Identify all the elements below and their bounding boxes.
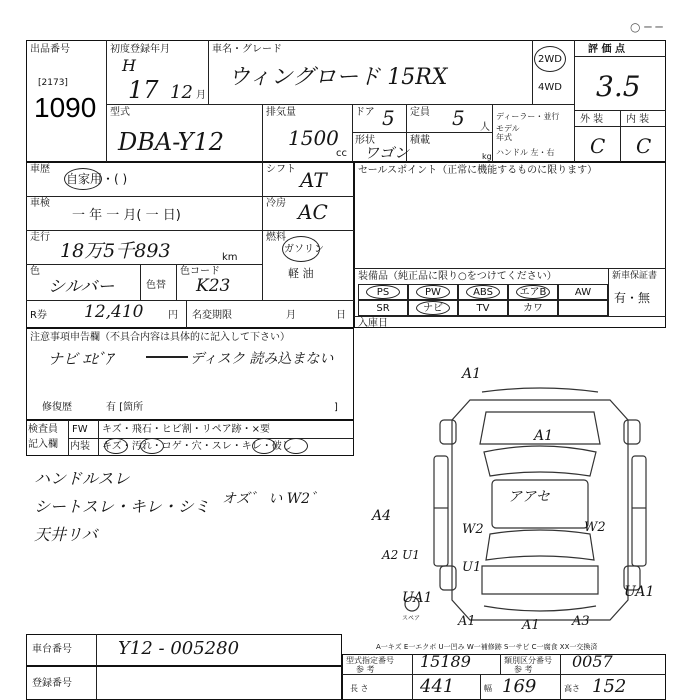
mileage-label: 走行 <box>30 232 50 243</box>
drive-4wd: 4WD <box>538 82 562 93</box>
new-warranty-value: 有・無 <box>614 291 651 305</box>
shape-label: 形状 <box>355 135 375 146</box>
history-options: 自家用・( ) <box>66 172 128 186</box>
inspector-label-1: 検査員 <box>28 424 58 435</box>
change-date-label: 名変期限 <box>192 310 232 321</box>
first-reg-era: H <box>122 56 136 75</box>
change-date-day: 日 <box>336 310 346 321</box>
fuel-gasoline: ガソリン <box>284 244 324 255</box>
capacity-label: 定員 <box>410 107 430 118</box>
first-reg-month-unit: 月 <box>196 90 206 101</box>
width-label: 幅 <box>484 684 492 693</box>
doors-label: ドア <box>355 107 375 118</box>
history-label: 車歴 <box>30 164 50 175</box>
dealer-model-year: モデル 年式 <box>496 124 520 142</box>
diagram-mark-2: A1 <box>534 428 554 444</box>
color-code-label: 色コード <box>180 266 220 277</box>
load-unit: kg <box>482 152 492 161</box>
first-reg-label: 初度登録年月 <box>110 44 170 55</box>
grade-exterior-label: 外 装 <box>580 114 604 125</box>
recycle-value: 12,410 <box>84 302 144 322</box>
height-label: 高さ <box>564 684 580 693</box>
diagram-mark-9: UA1 <box>402 590 433 606</box>
class-ref: 参 考 <box>514 665 533 674</box>
car-name-value: ウィングロード 15RX <box>228 65 448 90</box>
class-value: 0057 <box>572 652 613 671</box>
hw-note-middle: オズ゛ い W2゛ <box>222 491 325 507</box>
equipment-item: ABS <box>458 284 508 300</box>
sale-points-label: セールスポイント（正常に機能するものに限ります） <box>358 165 598 176</box>
inspector-fw: FW <box>72 424 88 435</box>
lot-subcode: [2173] <box>38 78 68 88</box>
fuel-diesel: 軽 油 <box>288 267 314 280</box>
shape-value: ワゴン <box>364 144 410 162</box>
change-date-month: 月 <box>286 310 296 321</box>
inspector-label-2: 記入欄 <box>28 439 58 450</box>
frame-label: 車台番号 <box>32 644 72 655</box>
color-shade-label: 色替 <box>146 280 166 291</box>
inspector-interior: 内装 <box>70 441 90 452</box>
diagram-mark-12: A3 <box>572 614 590 629</box>
grade-label: 評 価 点 <box>588 44 625 55</box>
registration-label: 登録番号 <box>32 678 72 689</box>
model-label: 型式 <box>110 107 130 118</box>
inspector-interior-text: キズ・汚れ・コゲ・穴・スレ・キレ・破し <box>102 441 292 452</box>
displacement-unit: cc <box>336 148 347 159</box>
diagram-mark-13: A1 <box>522 618 540 633</box>
notes-line1: ナビ ｴﾋﾞｱ <box>48 350 113 368</box>
grade-interior: C <box>636 134 652 158</box>
recycle-unit: 円 <box>168 310 178 321</box>
equipment-item: ナビ <box>408 300 458 316</box>
delivery-date-label: 入庫日 <box>358 318 388 329</box>
grade-value: 3.5 <box>596 70 641 103</box>
equipment-item: カワ <box>508 300 558 316</box>
displacement-label: 排気量 <box>266 107 296 118</box>
hw-note-3: 天井リバ <box>34 525 98 544</box>
hw-note-1: ハンドルスレ <box>34 469 130 488</box>
first-reg-month: 12 <box>170 82 193 103</box>
type-cert-value: 15189 <box>420 652 471 671</box>
grade-exterior: C <box>590 134 606 158</box>
hw-note-2: シートスレ・キレ・シミ <box>34 497 210 516</box>
color-label: 色 <box>30 266 40 277</box>
dealer-label: ディーラー・並行 <box>496 112 560 121</box>
class-label: 類別区分番号 <box>504 656 552 665</box>
equipment-item: TV <box>458 300 508 316</box>
equipment-item: SR <box>358 300 408 316</box>
length-label: 長 さ <box>350 684 369 693</box>
fuel-label: 燃料 <box>266 232 286 243</box>
diagram-mark-5: W2 <box>462 522 484 537</box>
inspection-template: 一 年 一 月( 一 日) <box>72 208 181 223</box>
diagram-mark-4: A4 <box>372 508 392 524</box>
drive-2wd: 2WD <box>538 54 562 65</box>
frame-value: Y12 - 005280 <box>118 638 240 659</box>
length-value: 441 <box>420 676 455 697</box>
equipment-item: エアB <box>508 284 558 300</box>
recycle-label: R券 <box>30 310 47 321</box>
displacement-value: 1500 <box>288 126 339 150</box>
notes-label: 注意事項申告欄（不具合内容は具体的に記入して下さい） <box>30 332 290 343</box>
ac-value: AC <box>298 200 328 224</box>
capacity-unit: 人 <box>480 122 490 133</box>
car-name-label: 車名・グレード <box>212 44 282 55</box>
lot-number: 1090 <box>34 92 97 123</box>
repair-value: 有 [箇所 <box>106 402 144 413</box>
type-cert-ref: 参 考 <box>356 665 375 674</box>
model-value: DBA-Y12 <box>118 128 225 156</box>
ac-label: 冷房 <box>266 198 286 209</box>
mileage-unit: km <box>222 252 238 263</box>
top-mark: ○ ─ ─ <box>630 20 663 34</box>
damage-legend: A一キズ E一エクボ U一凹み W一補修跡 S一サビ C一腐食 XX一交換済 <box>376 643 598 651</box>
registration-box <box>26 666 342 700</box>
repair-label: 修復歴 <box>42 402 72 413</box>
equipment-label: 装備品（純正品に限り○をつけてください） <box>358 271 557 282</box>
shift-value: AT <box>300 168 327 192</box>
color-code-value: K23 <box>196 276 231 296</box>
lot-label: 出品番号 <box>30 44 70 55</box>
inspector-fw-text: キズ・飛石・ヒビ割・リペア跡・×要 <box>102 424 270 435</box>
shift-label: シフト <box>266 164 296 175</box>
diagram-mark-11: A1 <box>458 614 476 629</box>
diagram-spare: スペア <box>402 615 421 622</box>
load-label: 積載 <box>410 135 430 146</box>
notes-line1b: ディスク 読み込まない <box>190 351 334 367</box>
dealer-handle: ハンドル 左・右 <box>496 148 555 157</box>
doors-value: 5 <box>382 106 395 130</box>
type-cert-label: 型式指定番号 <box>346 656 394 665</box>
height-value: 152 <box>592 676 627 697</box>
diagram-mark-8: W2 <box>584 520 606 535</box>
inspection-label: 車検 <box>30 198 50 209</box>
capacity-value: 5 <box>452 106 465 130</box>
diagram-mark-6: A2 U1 <box>382 548 420 562</box>
width-value: 169 <box>502 676 537 697</box>
diagram-mark-7: U1 <box>462 560 482 575</box>
first-reg-year: 17 <box>128 76 159 104</box>
equipment-item: AW <box>558 284 608 300</box>
new-warranty-label: 新車保証書 <box>612 271 658 281</box>
diagram-mark-3: アアセ <box>508 489 550 505</box>
diagram-mark-10: UA1 <box>624 584 655 600</box>
equipment-item: PW <box>408 284 458 300</box>
grade-interior-label: 内 装 <box>626 114 650 125</box>
equipment-item: PS <box>358 284 408 300</box>
mileage-value: 18万5千893 <box>60 240 171 262</box>
repair-close: ] <box>334 402 338 413</box>
diagram-mark-1: A1 <box>462 366 482 382</box>
color-value: シルバー <box>48 277 115 297</box>
